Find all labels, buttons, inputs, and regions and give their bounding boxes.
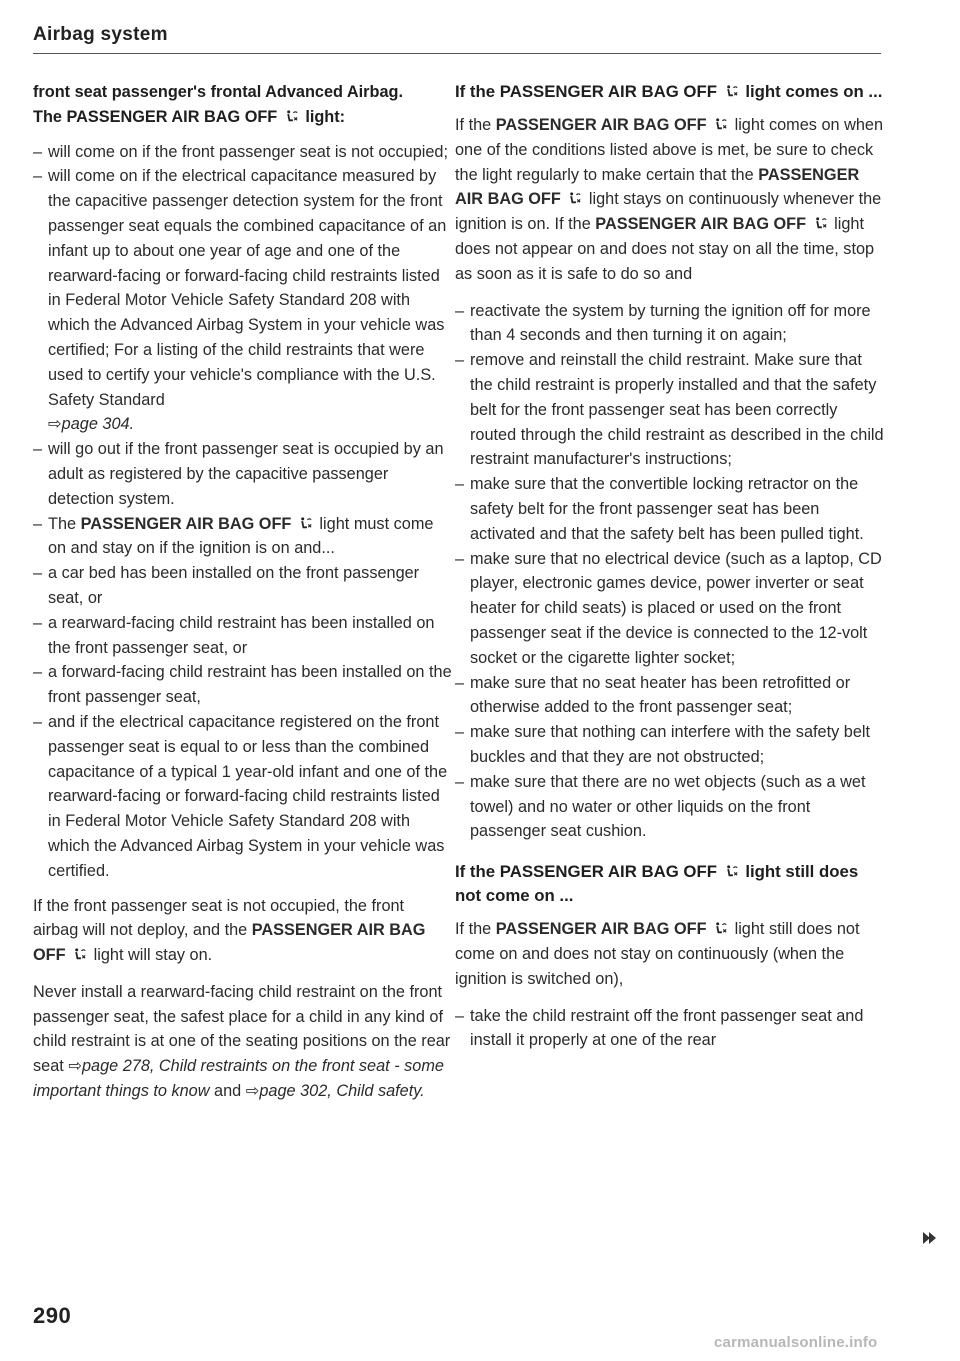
list-item: – a car bed has been installed on the front passenger seat, or <box>33 561 453 611</box>
airbag-off-icon <box>713 117 728 132</box>
body-paragraph: If the PASSENGER AIR BAG OFF light still does not come on and does not stay on continuously (when the ignition is switched on), <box>455 920 860 988</box>
list-item: – will go out if the front passenger seat is occupied by an adult as registered by the capacitive passenger detection system. <box>33 437 453 511</box>
list-item: – The PASSENGER AIR BAG OFF light must come on and stay on if the ignition is on and... <box>33 512 453 562</box>
condition-list <box>33 140 453 884</box>
list-item: – make sure that the convertible locking retractor on the safety belt for the front passenger seat has been activated and that the safety belt has been pulled tight. <box>455 472 885 546</box>
page-header <box>33 24 881 54</box>
list-item: – make sure that no seat heater has been retrofitted or otherwise added to the front passenger seat; <box>455 671 885 721</box>
cross-reference-arrow: ⇨ <box>48 415 62 434</box>
section-title: Airbag system <box>33 24 168 45</box>
airbag-off-icon <box>72 947 87 962</box>
airbag-off-icon <box>724 84 739 99</box>
list-item: – a forward-facing child restraint has been installed on the front passenger seat, <box>33 660 453 710</box>
page-reference-link[interactable]: page 278, Child restraints on the front seat - some important things to know <box>33 1057 444 1101</box>
list-item: – remove and reinstall the child restraint. Make sure that the child restraint is properly installed and that the safety belt for the front passenger seat has been correctly routed through the child restraint as described in the child restraint manufacturer's instructions; <box>455 348 885 472</box>
airbag-off-icon <box>713 921 728 936</box>
airbag-off-icon <box>298 516 313 531</box>
page-number: 290 <box>33 1303 72 1328</box>
action-list <box>455 299 885 845</box>
list-item: – take the child restraint off the front passenger seat and install it properly at one of the rear <box>455 1004 885 1054</box>
body-paragraph: If the front passenger seat is not occupied, the front airbag will not deploy, and the PASSENGER AIR BAG OFF light will stay on. <box>33 896 426 965</box>
list-item: – and if the electrical capacitance registered on the front passenger seat is equal to or less than the combined capacitance of a typical 1 year-old infant and one of the rearward-facing or forward-facing child restraints listed in Federal Motor Vehicle Safety Standard 208 with which the Advanced Airbag System in your vehicle was certified. <box>33 710 453 884</box>
list-item: – make sure that nothing can interfere with the safety belt buckles and that they are not obstructed; <box>455 720 885 770</box>
airbag-off-icon <box>567 191 582 206</box>
body-paragraph: If the PASSENGER AIR BAG OFF light comes on when one of the conditions listed above is met, be sure to check the light regularly to make certain that the PASSENGER AIR BAG OFF light stays on continuously whenever the ignition is on. If the PASSENGER AIR BAG OFF light does not appear on and does not stay on all the time, stop as soon as it is safe to do so and <box>455 116 884 283</box>
cross-reference-arrow: ⇨ <box>245 1082 260 1101</box>
list-item: – reactivate the system by turning the ignition off for more than 4 seconds and then turning it on again; <box>455 299 885 349</box>
airbag-off-icon <box>284 109 299 124</box>
list-item: – make sure that no electrical device (such as a laptop, CD player, electronic games device, power inverter or seat heater for child seats) is placed or used on the front passenger seat if the device is connected to the 12-volt socket or the cigarette lighter socket; <box>455 547 885 671</box>
list-item: – make sure that there are no wet objects (such as a wet towel) and no water or other liquids on the front passenger seat cushion. <box>455 770 885 844</box>
page-reference-link[interactable]: page 302, Child safety. <box>259 1082 425 1101</box>
action-list <box>455 1004 885 1054</box>
airbag-off-icon <box>724 864 739 879</box>
continue-arrow-icon <box>923 1232 937 1244</box>
list-item: – will come on if the electrical capacitance measured by the capacitive passenger detection system for the front passenger seat equals the combined capacitance of an infant up to about one year of age and one of the rearward-facing or forward-facing child restraints listed in Federal Motor Vehicle Safety Standard 208 with which the Advanced Airbag System in your vehicle was certified; For a listing of the child restraints that were used to certify your vehicle's compliance with the U.S. Safety Standard ⇨page 304. <box>33 164 453 437</box>
right-column <box>455 80 885 1063</box>
list-item: – will come on if the front passenger seat is not occupied; <box>33 140 453 165</box>
body-paragraph: Never install a rearward-facing child restraint on the front passenger seat, the safest place for a child in any kind of child restraint is at one of the seating positions on the rear seat ⇨page 278, Child restraints on the front seat - some important things to know and ⇨page 302, Child safety. <box>33 982 451 1101</box>
cross-reference-arrow: ⇨ <box>68 1057 82 1076</box>
left-column <box>33 80 453 1116</box>
lead-paragraph: front seat passenger's frontal Advanced Airbag. The PASSENGER AIR BAG OFF light: <box>33 83 403 126</box>
list-item: – a rearward-facing child restraint has been installed on the front passenger seat, or <box>33 611 453 661</box>
subheading: If the PASSENGER AIR BAG OFF light still does not come on ... <box>455 862 859 906</box>
watermark: carmanualsonline.info <box>714 1334 878 1351</box>
subheading: If the PASSENGER AIR BAG OFF light comes on ... <box>455 82 883 101</box>
page-reference-link[interactable]: page 304. <box>61 415 135 434</box>
airbag-off-icon <box>813 216 828 231</box>
